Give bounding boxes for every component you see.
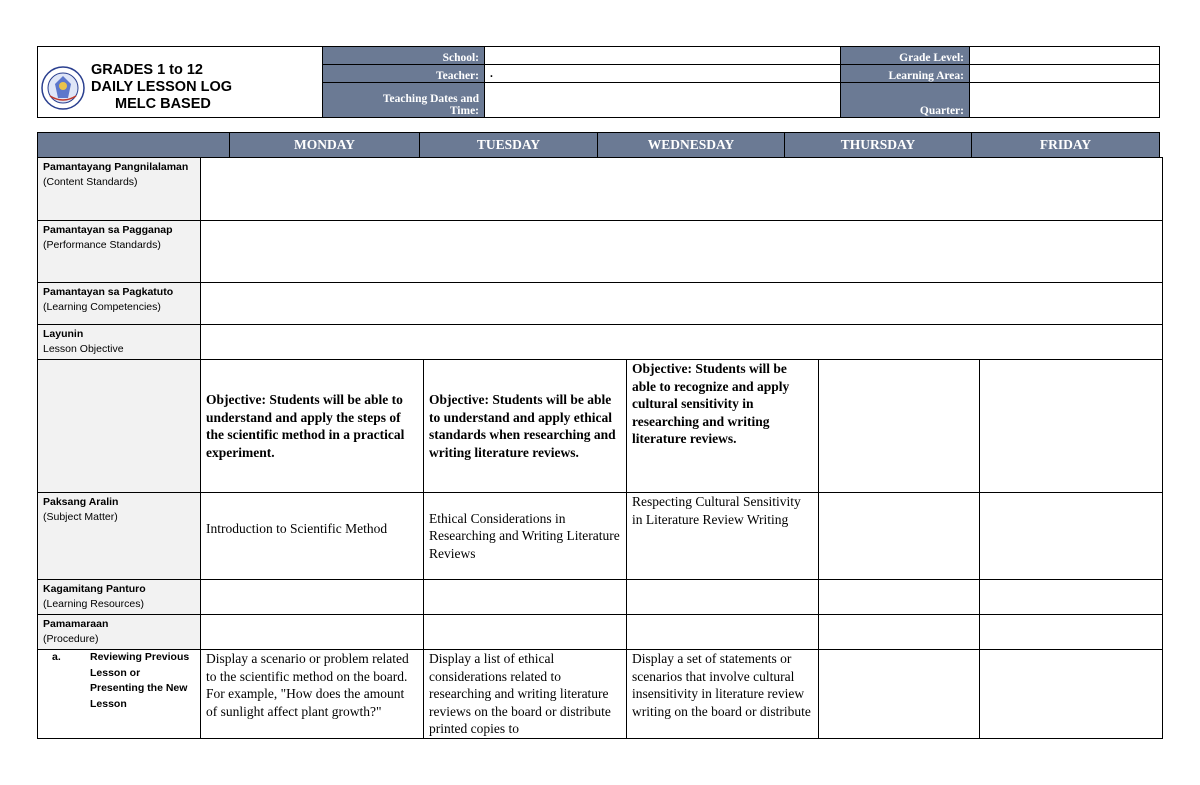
row-label-content-standards (38, 158, 201, 221)
learning-resources-monday[interactable] (201, 580, 424, 615)
table-row (38, 650, 1163, 739)
procedure-tuesday[interactable] (424, 615, 627, 650)
quarter-label: Quarter: (841, 83, 970, 118)
teacher-label: Teacher: (323, 65, 485, 83)
learning-competencies-cell[interactable] (201, 283, 1163, 325)
reviewing-wednesday[interactable] (627, 650, 819, 739)
row-label-learning-competencies (38, 283, 201, 325)
reviewing-thursday[interactable] (819, 650, 980, 739)
row-label-title: Paksang Aralin (43, 496, 119, 508)
day-header-wednesday: WEDNESDAY (598, 133, 785, 158)
procedure-wednesday[interactable] (627, 615, 819, 650)
grade-level-field[interactable] (970, 47, 1160, 65)
reviewing-friday[interactable] (980, 650, 1163, 739)
school-field[interactable] (485, 47, 841, 65)
table-row (38, 580, 1163, 615)
procedure-step-marker: a. (52, 651, 61, 663)
objective-wednesday[interactable] (627, 360, 819, 493)
title-line: MELC BASED (115, 96, 211, 112)
row-label-sub: Lesson Objective (43, 343, 124, 355)
row-label-subject-matter (38, 493, 201, 580)
row-label-title: Pamantayan sa Pagkatuto (43, 286, 174, 298)
row-label-title: Layunin (43, 328, 84, 340)
learning-resources-wednesday[interactable] (627, 580, 819, 615)
reviewing-monday[interactable] (201, 650, 424, 739)
page-title (91, 62, 266, 113)
reviewing-tuesday-text: Display a list of ethical considerations related to researching and writing literature reviews on the board or distribute printed copies to (429, 651, 611, 736)
learning-area-field[interactable] (970, 65, 1160, 83)
performance-standards-cell[interactable] (201, 221, 1163, 283)
reviewing-monday-text: Display a scenario or problem related to the scientific method on the board. For example, "How does the amount of sunlight affect plant growth?" (206, 651, 409, 719)
objective-tuesday-text: Objective: Students will be able to understand and apply ethical standards when researching and writing literature reviews. (429, 392, 616, 460)
subject-matter-wednesday[interactable] (627, 493, 819, 580)
row-label-procedure (38, 615, 201, 650)
row-label-title: Kagamitang Panturo (43, 583, 146, 595)
quarter-field[interactable] (970, 83, 1160, 118)
row-label-sub: (Learning Resources) (43, 598, 144, 610)
subject-matter-tuesday-text: Ethical Considerations in Researching and Writing Literature Reviews (429, 510, 620, 561)
teaching-dates-field[interactable] (485, 83, 841, 118)
teaching-dates-label-line: Teaching Dates and (382, 93, 479, 105)
day-header-monday: MONDAY (230, 133, 420, 158)
row-label-sub: (Procedure) (43, 633, 99, 645)
lesson-objective-cell[interactable] (201, 325, 1163, 360)
procedure-thursday[interactable] (819, 615, 980, 650)
row-label-title: Pamamaraan (43, 618, 109, 630)
subject-matter-thursday[interactable] (819, 493, 980, 580)
school-label: School: (323, 47, 485, 65)
objective-friday[interactable] (980, 360, 1163, 493)
content-standards-cell[interactable] (201, 158, 1163, 221)
title-line: DAILY LESSON LOG (91, 79, 232, 95)
table-row (38, 158, 1163, 221)
table-row (38, 615, 1163, 650)
table-row (38, 283, 1163, 325)
subject-matter-monday[interactable] (201, 493, 424, 580)
learning-resources-thursday[interactable] (819, 580, 980, 615)
lesson-log-table (37, 157, 1163, 739)
row-label-learning-resources (38, 580, 201, 615)
procedure-friday[interactable] (980, 615, 1163, 650)
row-label-sub: (Performance Standards) (43, 239, 161, 251)
objective-tuesday[interactable] (424, 360, 627, 493)
table-row (38, 221, 1163, 283)
row-label-reviewing (38, 650, 201, 739)
row-label-sub: (Subject Matter) (43, 511, 118, 523)
deped-seal-icon (41, 66, 85, 110)
teaching-dates-label-line: Time: (449, 105, 479, 117)
procedure-step-label: Reviewing Previous Lesson or Presenting the New Lesson (90, 651, 190, 710)
teacher-field[interactable]: . (485, 65, 841, 83)
header-info-grid (322, 46, 1160, 118)
objective-wednesday-text: Objective: Students will be able to recognize and apply cultural sensitivity in researching and writing literature reviews. (632, 361, 790, 446)
row-label-sub: (Learning Competencies) (43, 301, 161, 313)
learning-area-label: Learning Area: (841, 65, 970, 83)
table-row (38, 360, 1163, 493)
row-label-performance-standards (38, 221, 201, 283)
objective-monday-text: Objective: Students will be able to understand and apply the steps of the scientific method in a practical experiment. (206, 392, 405, 460)
objective-monday[interactable] (201, 360, 424, 493)
objective-row-label (38, 360, 201, 493)
reviewing-tuesday[interactable] (424, 650, 627, 739)
learning-resources-friday[interactable] (980, 580, 1163, 615)
row-label-sub: (Content Standards) (43, 176, 138, 188)
subject-matter-tuesday[interactable] (424, 493, 627, 580)
table-row (38, 493, 1163, 580)
subject-matter-friday[interactable] (980, 493, 1163, 580)
objective-thursday[interactable] (819, 360, 980, 493)
day-header-blank (38, 133, 230, 158)
day-header-thursday: THURSDAY (785, 133, 972, 158)
row-label-lesson-objective (38, 325, 201, 360)
learning-resources-tuesday[interactable] (424, 580, 627, 615)
grade-level-label: Grade Level: (841, 47, 970, 65)
procedure-monday[interactable] (201, 615, 424, 650)
day-header-friday: FRIDAY (972, 133, 1160, 158)
row-label-title: Pamantayang Pangnilalaman (43, 161, 189, 173)
table-row (38, 325, 1163, 360)
teaching-dates-label (323, 83, 485, 118)
subject-matter-monday-text: Introduction to Scientific Method (206, 521, 388, 537)
title-line: GRADES 1 to 12 (91, 62, 203, 78)
day-header-tuesday: TUESDAY (420, 133, 598, 158)
day-header-bar (37, 132, 1160, 158)
reviewing-wednesday-text: Display a set of statements or scenarios that involve cultural insensitivity in literature review writing on the board or distribute (632, 651, 811, 719)
subject-matter-wednesday-text: Respecting Cultural Sensitivity in Literature Review Writing (632, 494, 801, 527)
procedure-step (38, 650, 200, 712)
row-label-title: Pamantayan sa Pagganap (43, 224, 173, 236)
